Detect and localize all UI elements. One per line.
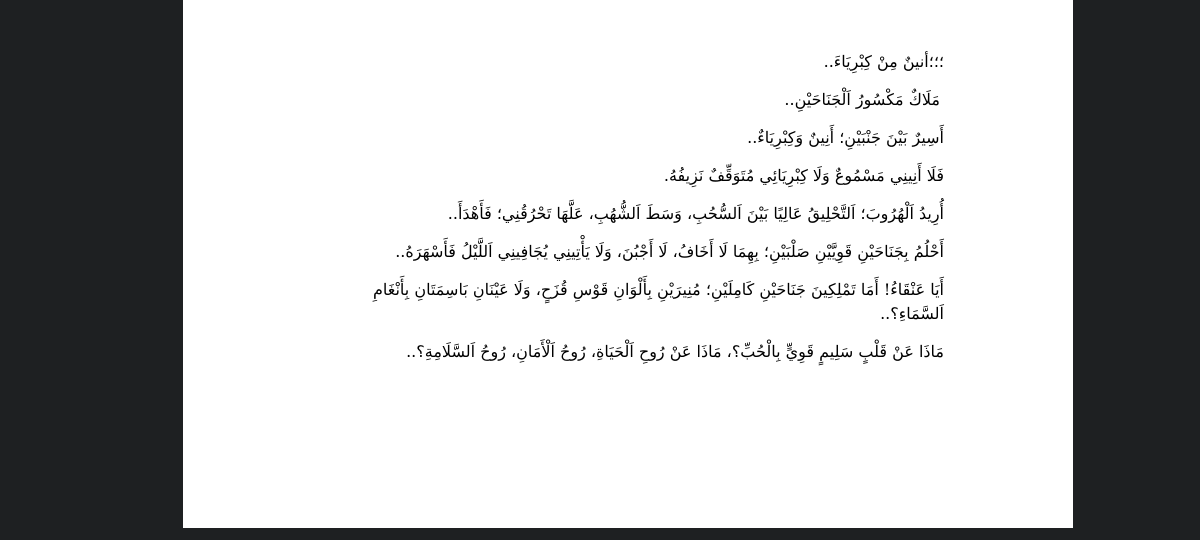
paragraph: أَسِيرٌ بَيْنَ جَنْبَيْنِ؛ أَنِينٌ وَكِبْرِيَاءٌ..	[747, 128, 944, 147]
paragraph: مَاذَا عَنْ قَلْبٍ سَلِيمٍ قَوِيٍّ بِالْحُبِّ؟، مَاذَا عَنْ رُوحِ اَلْحَيَاةِ، رُوحُ اَلْأَمَانِ، رُوحُ اَلسَّلَامِةِ؟..	[406, 342, 944, 361]
paragraph: ؛؛؛أنينٌ مِنْ كِبْرِيَاءَ..	[823, 52, 944, 71]
paragraph: أَحْلُمُ بِجَنَاحَيْنِ قَوِيَّيْنِ صَلْبَيْنِ؛ بِهِمَا لَا أَخَافُ، لَا أَجْبُنَ، وَلَا يَأْتِينِي يُجَافِينِي اَللَّيْلُ فَأَسْهَرَهُ..	[395, 242, 944, 261]
paragraph: أَيَا عَنْقَاءُ! أَمَا تَمْلِكِينَ جَنَاحَيْنِ كَامِلَيْنِ؛ مُنِيرَيْنِ بِأَلْوَانِ قَوْسِ قُزَحٍ، وَلَا عَيْنَانِ بَاسِمَتَانِ بِأَنْغَامِ اَلسَّمَاءِ؟..	[372, 280, 944, 323]
paragraph: فَلَا أَنِينِي مَسْمُوعٌ وَلَا كِبْرِيَائِي مُتَوَقِّفٌ نَزِيفُهُ.	[663, 166, 944, 185]
paragraph: أُرِيدُ اَلْهُرُوبَ؛ اَلتَّحْلِيقُ عَالِيًا بَيْنَ اَلسُّحُبِ، وَسَطَ اَلشُّهُبِ، عَلَّهَا تَحْرُقُنِي؛ فَأَهْدَأَ..	[447, 204, 944, 223]
paragraph: مَلَاكٌ مَكْسُورُ اَلْجَنَاحَيْنِ..	[784, 90, 940, 109]
document-page	[183, 0, 1073, 528]
text-block	[354, 50, 944, 378]
